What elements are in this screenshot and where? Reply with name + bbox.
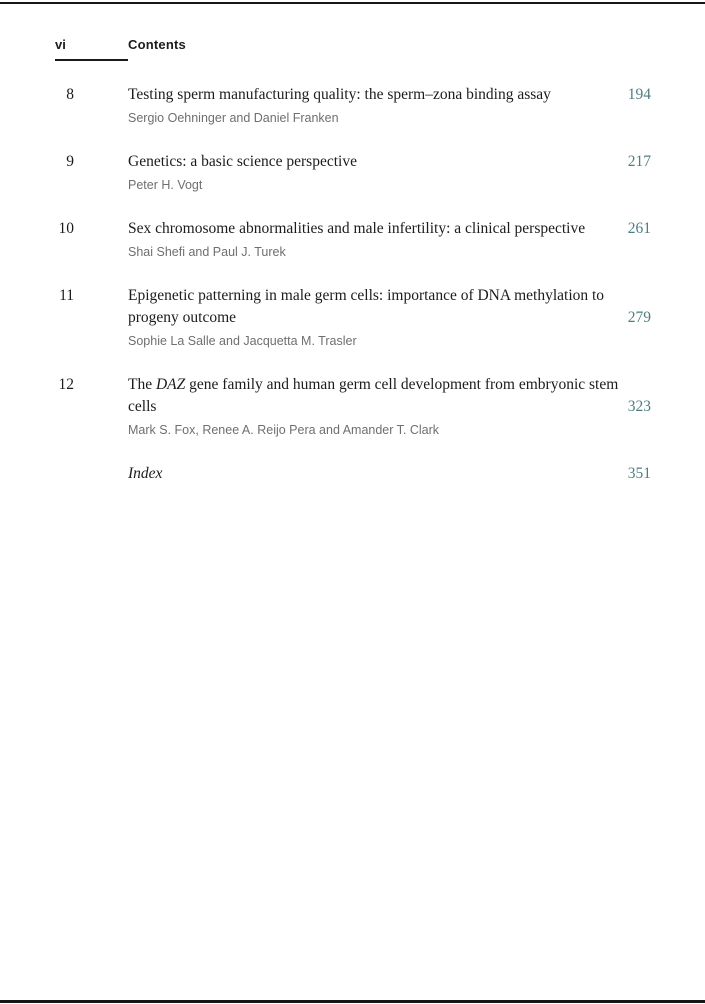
entry-main xyxy=(128,84,651,127)
page-bottom-rule xyxy=(0,1000,705,1003)
entry-title-row xyxy=(128,285,651,329)
running-header-title: Contents xyxy=(128,37,186,52)
chapter-title xyxy=(128,374,628,418)
toc-entries xyxy=(55,84,651,485)
chapter-number: 11 xyxy=(59,287,74,304)
entry-main xyxy=(128,285,651,350)
chapter-number: 10 xyxy=(58,220,74,237)
chapter-authors: Sophie La Salle and Jacquetta M. Trasler xyxy=(128,334,357,348)
index-title: Index xyxy=(128,465,163,482)
index-entry xyxy=(55,463,651,485)
entry-title-row xyxy=(128,218,651,240)
index-page-number: 351 xyxy=(627,465,651,482)
entry-title-row xyxy=(128,151,651,173)
chapter-page-number: 279 xyxy=(627,309,651,326)
folio-underline-rule xyxy=(55,59,128,61)
entry-main xyxy=(128,218,651,261)
chapter-authors: Sergio Oehninger and Daniel Franken xyxy=(128,111,339,125)
toc-entry xyxy=(55,84,651,127)
entry-main xyxy=(128,374,651,439)
chapter-title: Genetics: a basic science perspective xyxy=(128,153,357,170)
chapter-page-number: 261 xyxy=(627,220,651,237)
chapter-authors: Shai Shefi and Paul J. Turek xyxy=(128,245,286,259)
page-content xyxy=(0,0,705,485)
chapter-page-number: 217 xyxy=(627,153,651,170)
chapter-authors: Peter H. Vogt xyxy=(128,178,203,192)
toc-entry xyxy=(55,218,651,261)
entry-main xyxy=(128,463,651,485)
toc-entry xyxy=(55,285,651,350)
chapter-number: 8 xyxy=(66,86,74,103)
chapter-title: Testing sperm manufacturing quality: the sperm–zona binding assay xyxy=(128,86,551,103)
running-header xyxy=(55,37,651,52)
chapter-title: Sex chromosome abnormalities and male infertility: a clinical perspective xyxy=(128,220,586,237)
entry-title-row xyxy=(128,374,651,418)
chapter-page-number: 194 xyxy=(627,86,651,103)
chapter-page-number: 323 xyxy=(627,398,651,415)
toc-entry xyxy=(55,151,651,194)
chapter-authors: Mark S. Fox, Renee A. Reijo Pera and Amander T. Clark xyxy=(128,423,440,437)
entry-title-row xyxy=(128,463,651,485)
chapter-number xyxy=(55,463,74,485)
page-top-rule xyxy=(0,2,705,4)
chapter-number: 12 xyxy=(58,376,74,393)
toc-entry xyxy=(55,374,651,439)
title-segment: gene family and human germ cell development from embryonic stem cells xyxy=(128,376,619,415)
title-segment-italic: DAZ xyxy=(155,376,186,393)
folio-page-number: vi xyxy=(55,37,66,52)
title-segment: The xyxy=(128,376,156,393)
entry-title-row xyxy=(128,84,651,106)
chapter-title: Epigenetic patterning in male germ cells: importance of DNA methylation to progeny outcome xyxy=(128,287,605,326)
entry-main xyxy=(128,151,651,194)
chapter-number: 9 xyxy=(66,153,74,170)
